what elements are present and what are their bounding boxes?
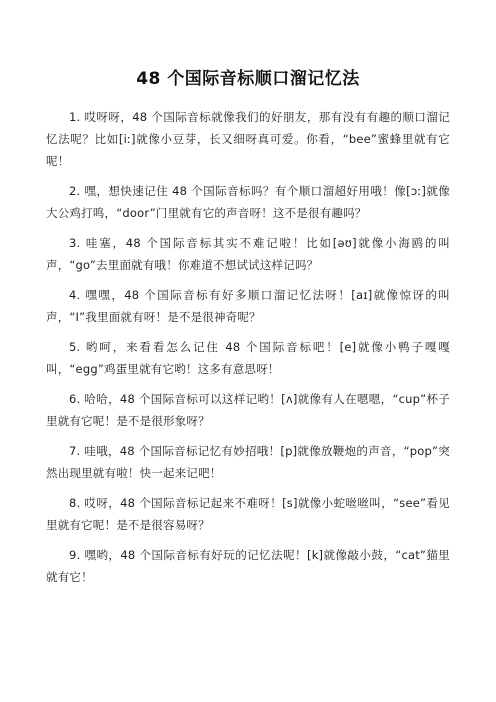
paragraph-9: 9. 嘿哟，48 个国际音标有好玩的记忆法呢！[k]就像敲小鼓，“cat”猫里就有它！ [46,548,450,584]
paragraph-4: 4. 嘿嘿，48 个国际音标有好多顺口溜记忆法呀！[aɪ]就像惊讶的叫声，“I”我里面就有呀！是不是很神奇呢？ [46,288,450,324]
paragraph-6: 6. 哈哈，48 个国际音标可以这样记哟！[ʌ]就像有人在嗯嗯，“cup”杯子里就有它呢！是不是很形象呀？ [46,392,450,428]
document-title: 48 个国际音标顺口溜记忆法 [136,69,360,89]
document-body [46,106,450,596]
paragraph-3: 3. 哇塞，48 个国际音标其实不难记啦！比如[əʊ]就像小海鸥的叫声，“go”去里面就有哦！你难道不想试试这样记吗？ [46,236,450,272]
paragraph-5: 5. 哟呵，来看看怎么记住 48 个国际音标吧！[e]就像小鸭子嘎嘎叫，“egg”鸡蛋里就有它哟！这多有意思呀！ [46,340,450,376]
paragraph-1: 1. 哎呀呀，48 个国际音标就像我们的好朋友，那有没有有趣的顺口溜记忆法呢？比如[iː]就像小豆芽，长又细呀真可爱。你看，“bee”蜜蜂里就有它呢！ [46,110,450,168]
paragraph-8: 8. 哎呀，48 个国际音标记起来不难呀！[s]就像小蛇咝咝叫，“see”看见里就有它呢！是不是很容易呀？ [46,496,450,532]
paragraph-2: 2. 嘿，想快速记住 48 个国际音标吗？有个顺口溜超好用哦！像[ɔː]就像大公鸡打鸣，“door”门里就有它的声音呀！这不是很有趣吗？ [46,184,450,220]
paragraph-7: 7. 哇哦，48 个国际音标记忆有妙招哦！[p]就像放鞭炮的声音，“pop”突然出现里就有啦！快一起来记吧！ [46,444,450,480]
